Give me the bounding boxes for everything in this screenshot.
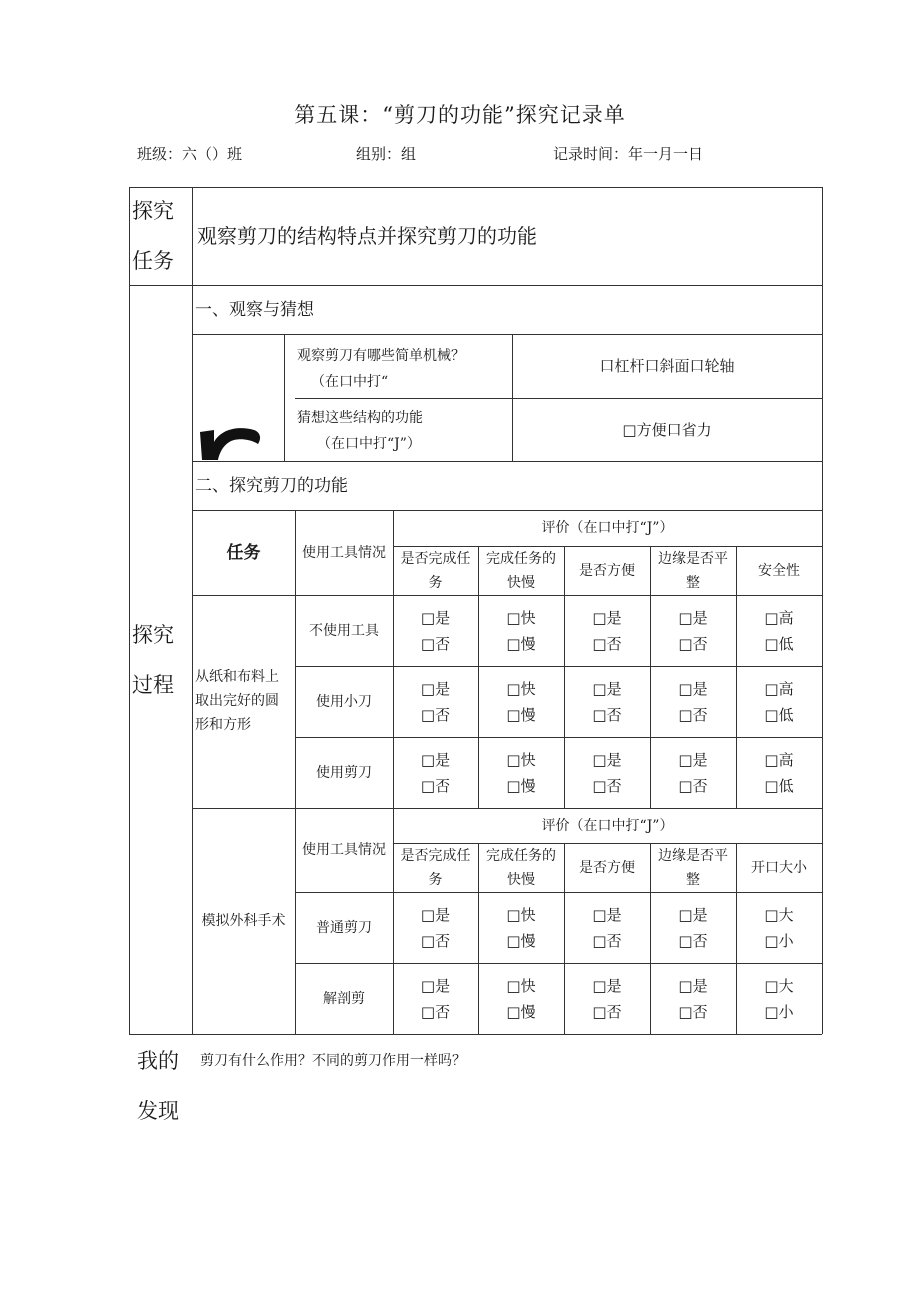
col-completed-header: 是否完成任 务 [400,550,471,591]
checkbox-cell[interactable]: □是 □否 [592,608,622,653]
col-opening-header: 开口大小 [751,859,807,876]
evaluation-header-2: 评价（在口中打“J”） [541,817,674,834]
findings-prompt: 剪刀有什么作用？不同的剪刀作用一样吗？ [200,1053,466,1069]
task-description: 观察剪刀的结构特点并探究剪刀的功能 [197,224,537,248]
col-convenience-header: 是否方便 [579,562,635,579]
checkbox-cell[interactable]: □是 □否 [678,679,708,724]
group-field: 组别：组 [356,145,417,163]
task-column-header: 任务 [226,542,261,563]
checkbox-cell[interactable]: □是 □否 [592,750,622,795]
tool-name: 使用小刀 [316,693,372,710]
tool-name: 使用剪刀 [316,764,372,781]
tool-name: 普通剪刀 [316,919,372,936]
checkbox-cell[interactable]: □高 □低 [764,750,794,795]
task-label: 探究 任务 [132,199,174,273]
checkbox-cell[interactable]: □是 □否 [420,608,451,653]
tool-usage-header-2: 使用工具情况 [302,842,386,858]
class-field: 班级：六（）班 [137,145,243,163]
checkbox-cell[interactable]: □快 □慢 [506,905,536,950]
checkbox-cell[interactable]: □是 □否 [592,679,622,724]
tool-name: 不使用工具 [309,622,379,639]
checkbox-cell[interactable]: □快 □慢 [506,976,536,1021]
part2-heading: 二、探究剪刀的功能 [195,475,348,496]
evaluation-header: 评价（在口中打“J”） [541,520,674,536]
checkbox-cell[interactable]: □快 □慢 [506,750,536,795]
q1-label: 观察剪刀有哪些简单机械？ （在口中打“ [297,348,465,390]
checkbox-cell[interactable]: □是 □否 [592,905,622,950]
checkbox-cell[interactable]: □大 □小 [764,976,794,1021]
tool-name: 解剖剪 [323,990,365,1007]
checkbox-cell[interactable]: □高 □低 [764,608,794,653]
col-safety-header: 安全性 [758,562,800,579]
checkbox-cell[interactable]: □是 □否 [678,976,708,1021]
part1-heading: 一、观察与猜想 [195,299,314,320]
col-speed-header-2: 完成任务的 快慢 [486,847,556,888]
checkbox-cell[interactable]: □是 □否 [420,976,451,1021]
checkbox-cell[interactable]: □快 □慢 [506,608,536,653]
scissors-image-fragment [196,420,266,460]
checkbox-cell[interactable]: □是 □否 [420,679,451,724]
page-title: 第五课：“剪刀的功能”探究记录单 [294,103,626,127]
checkbox-cell[interactable]: □是 □否 [420,905,451,950]
record-time-field: 记录时间：年一月一日 [553,145,704,163]
col-speed-header: 完成任务的 快慢 [486,550,556,591]
q2-options[interactable]: □方便口省力 [622,420,712,439]
checkbox-cell[interactable]: □大 □小 [764,905,794,950]
checkbox-cell[interactable]: □是 □否 [592,976,622,1021]
checkbox-cell[interactable]: □是 □否 [678,905,708,950]
q2-label: 猜想这些结构的功能 （在口中打“J”） [297,410,423,452]
checkbox-cell[interactable]: □是 □否 [678,750,708,795]
col-edge-header-2: 边缘是否平 整 [658,847,728,888]
process-label: 探究 过程 [132,623,174,697]
checkbox-cell[interactable]: □是 □否 [678,608,708,653]
col-edge-header: 边缘是否平 整 [658,550,728,591]
checkbox-cell[interactable]: □高 □低 [764,679,794,724]
tool-usage-header: 使用工具情况 [302,544,386,561]
checkbox-cell[interactable]: □是 □否 [420,750,451,795]
task2-name: 模拟外科手术 [201,913,286,929]
task1-name: 从纸和布料上 取出完好的圆 形和方形 [195,669,279,733]
col-completed-header-2: 是否完成任 务 [400,847,471,888]
checkbox-cell[interactable]: □快 □慢 [506,679,536,724]
col-convenience-header-2: 是否方便 [579,859,635,876]
q1-options[interactable]: 口杠杆口斜面口轮轴 [599,357,735,375]
findings-label: 我的 发现 [137,1049,179,1123]
